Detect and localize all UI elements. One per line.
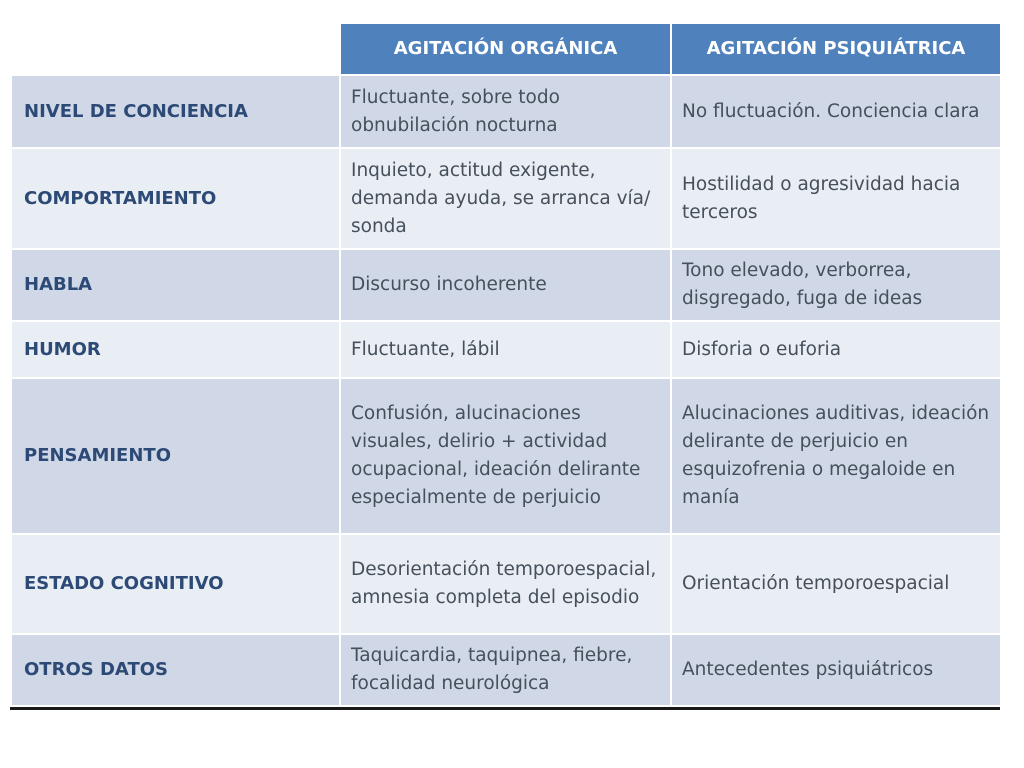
cell-psiquiatrica: Alucinaciones auditivas, ideación delirante de perjuicio en esquizofrenia o megaloide en manía [671,378,1001,534]
table-row [11,378,1001,534]
table-row [11,321,1001,378]
cell-organica: Fluctuante, sobre todo obnubilación nocturna [340,75,671,148]
cell-organica: Discurso incoherente [340,249,671,321]
cell-organica: Taquicardia, taquipnea, fiebre, focalidad neurológica [340,634,671,706]
cell-psiquiatrica: No fluctuación. Conciencia clara [671,75,1001,148]
cell-psiquiatrica: Tono elevado, verborrea, disgregado, fuga de ideas [671,249,1001,321]
header-corner-cell [11,23,340,75]
row-label: PENSAMIENTO [11,378,340,534]
table-row [11,249,1001,321]
cell-psiquiatrica: Hostilidad o agresividad hacia terceros [671,148,1001,249]
cell-psiquiatrica: Disforia o euforia [671,321,1001,378]
table-row [11,75,1001,148]
cell-psiquiatrica: Antecedentes psiquiátricos [671,634,1001,706]
cell-organica: Confusión, alucinaciones visuales, delirio + actividad ocupacional, ideación delirante especialmente de perjuicio [340,378,671,534]
row-label: ESTADO COGNITIVO [11,534,340,634]
table-row [11,534,1001,634]
cell-organica: Fluctuante, lábil [340,321,671,378]
row-label: OTROS DATOS [11,634,340,706]
row-label: HABLA [11,249,340,321]
table-bottom-rule [10,707,1000,710]
header-agitacion-psiquiatrica: AGITACIÓN PSIQUIÁTRICA [671,23,1001,75]
table-row [11,634,1001,706]
table-row [11,148,1001,249]
cell-psiquiatrica: Orientación temporoespacial [671,534,1001,634]
comparison-table-container [10,22,1000,707]
row-label: HUMOR [11,321,340,378]
row-label: NIVEL DE CONCIENCIA [11,75,340,148]
comparison-table [10,22,1002,707]
table-header-row [11,23,1001,75]
row-label: COMPORTAMIENTO [11,148,340,249]
cell-organica: Desorientación temporoespacial, amnesia completa del episodio [340,534,671,634]
header-agitacion-organica: AGITACIÓN ORGÁNICA [340,23,671,75]
cell-organica: Inquieto, actitud exigente, demanda ayuda, se arranca vía/ sonda [340,148,671,249]
